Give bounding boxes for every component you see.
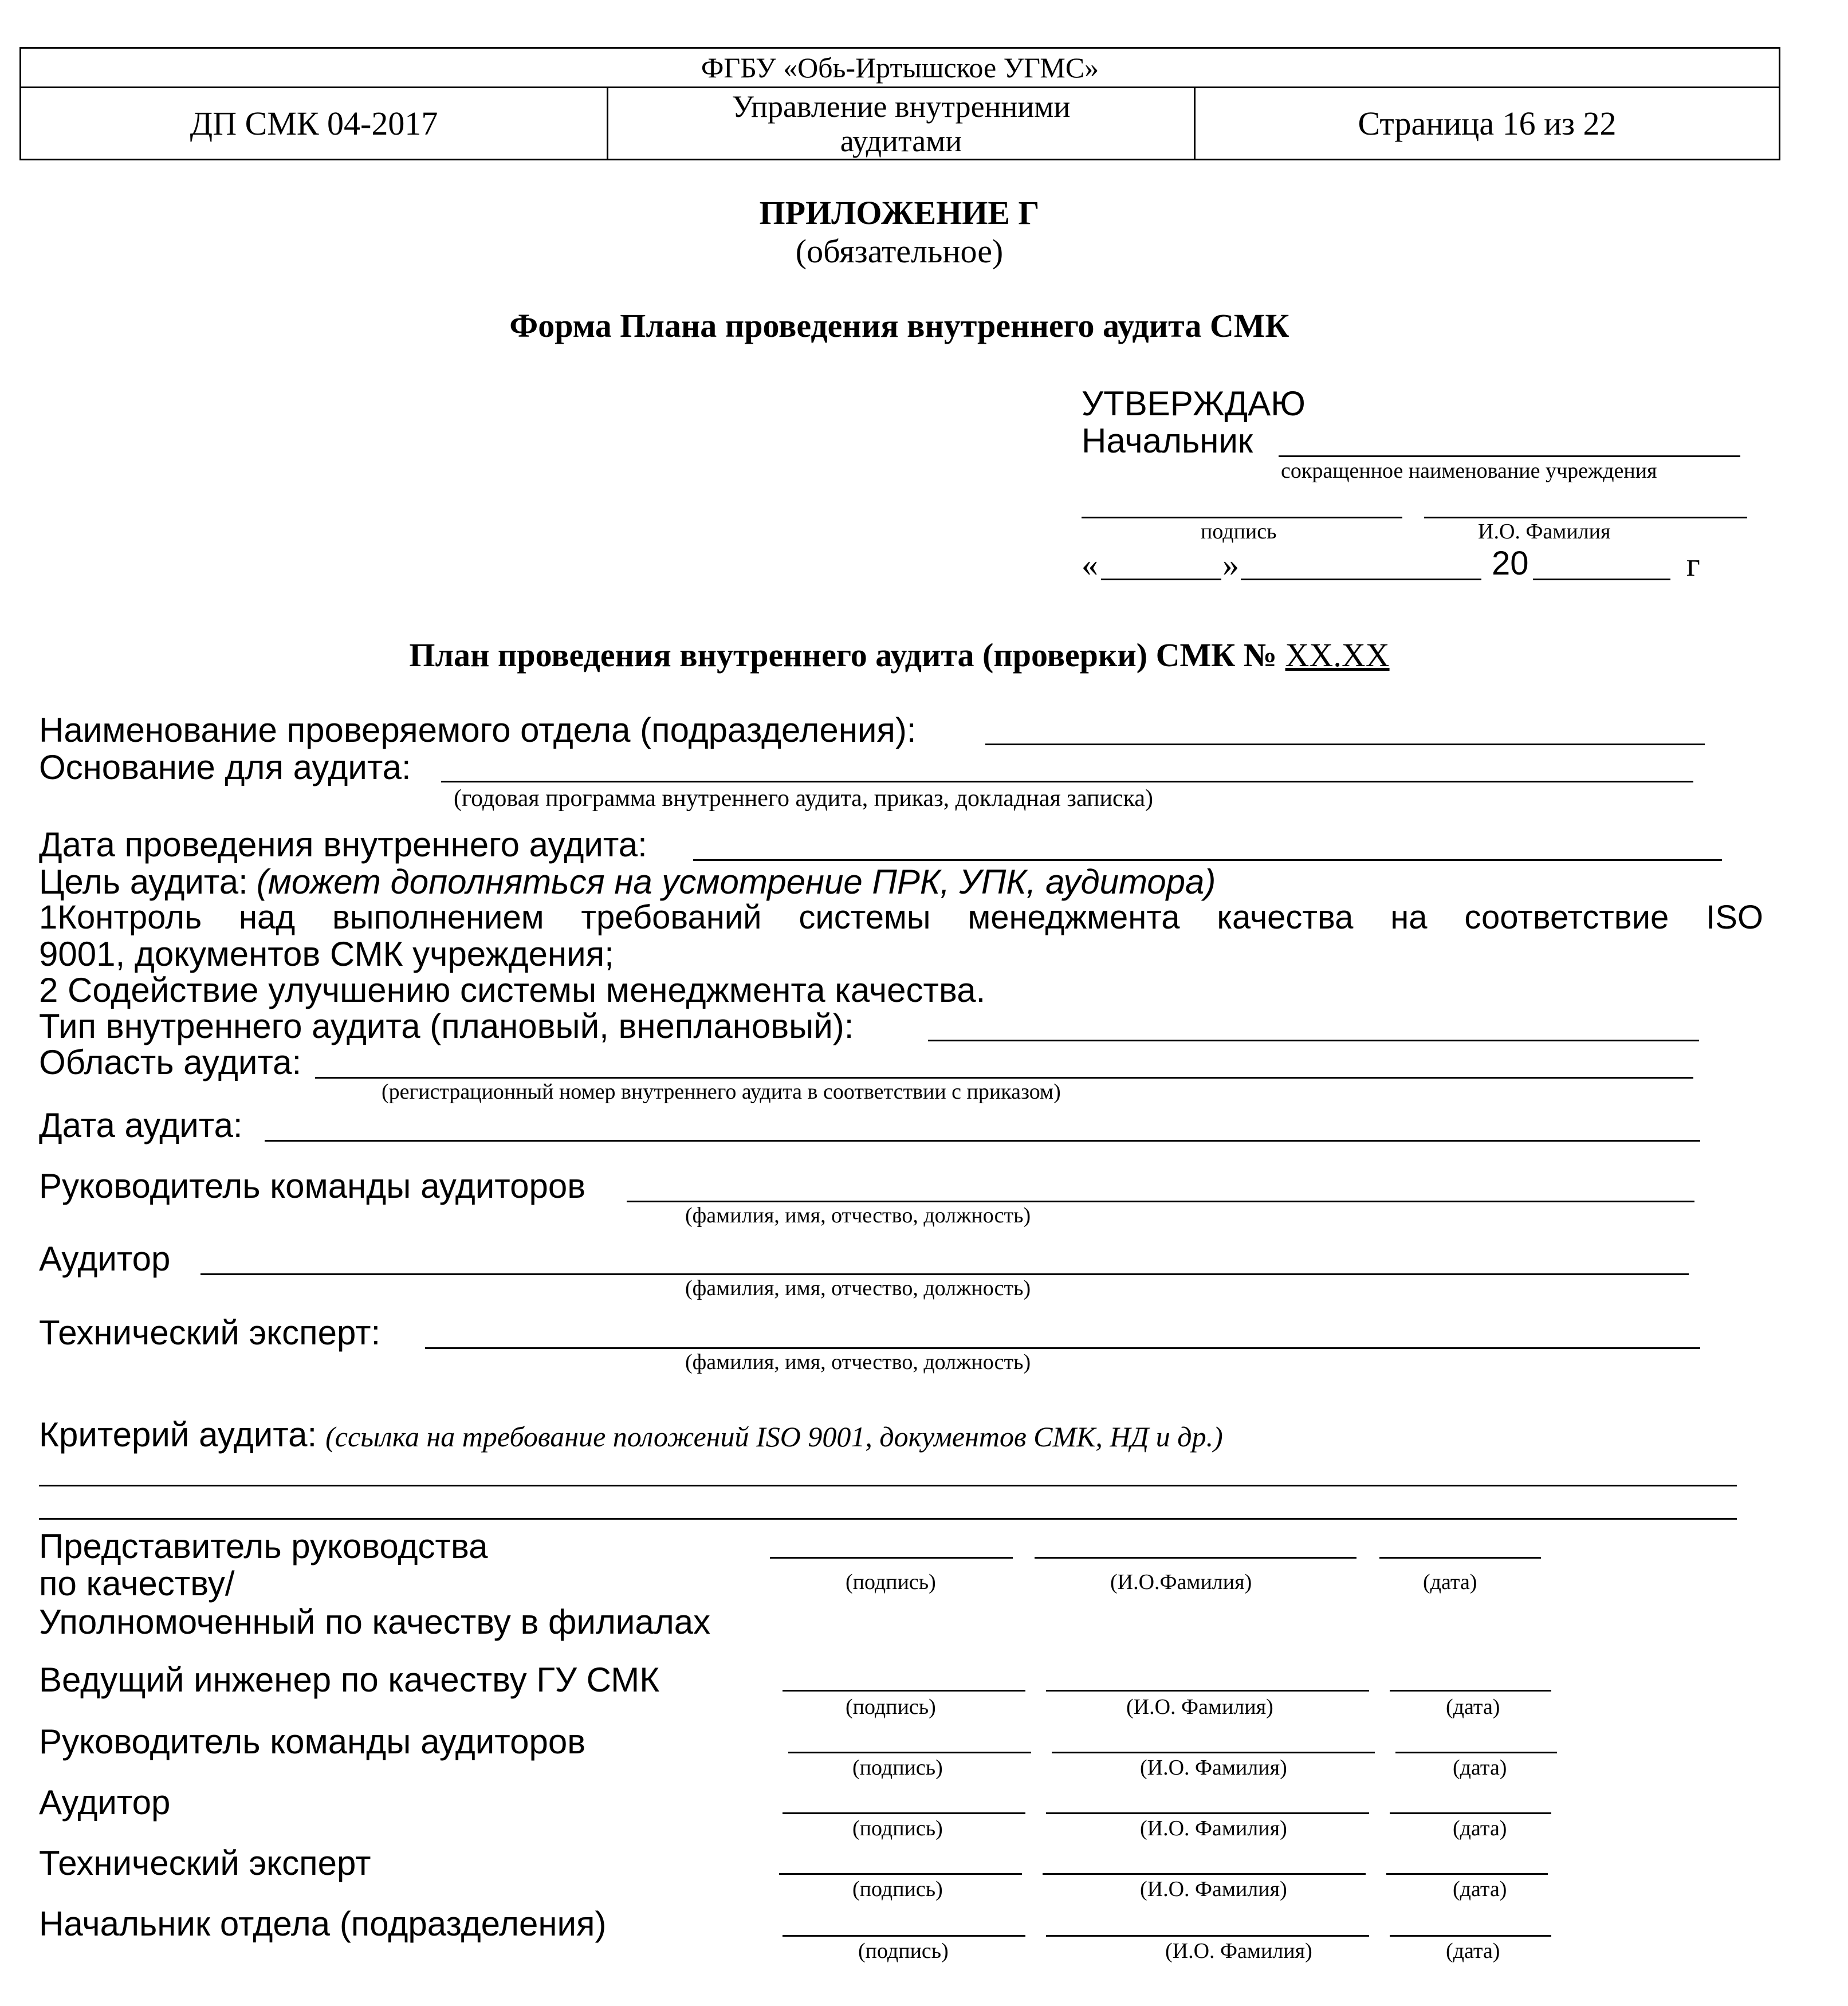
date-field[interactable] xyxy=(693,859,1722,861)
scope-hint: (регистрационный номер внутреннего аудита в соответствии с приказом) xyxy=(382,1080,1061,1104)
date-open-quote: « xyxy=(1082,546,1098,583)
signature-hint: (подпись) xyxy=(846,1695,936,1719)
approval-year-field[interactable] xyxy=(1533,579,1670,580)
scope-field[interactable] xyxy=(315,1077,1693,1079)
type-field[interactable] xyxy=(928,1040,1699,1041)
signature-row-label: Руководитель команды аудиторов xyxy=(39,1722,586,1761)
goal-label: Цель аудита: xyxy=(39,863,248,901)
quality-rep-signature-field[interactable] xyxy=(770,1557,1013,1559)
approval-day-field[interactable] xyxy=(1101,579,1221,580)
expert-hint: (фамилия, имя, отчество, должность) xyxy=(685,1350,1031,1374)
year-suffix: г xyxy=(1686,546,1700,583)
signature-row-label: Ведущий инженер по качеству ГУ СМК xyxy=(39,1661,660,1699)
document-code: ДП СМК 04-2017 xyxy=(21,88,608,159)
signature-row-label: Начальник отдела (подразделения) xyxy=(39,1905,607,1943)
name-hint: (И.О. Фамилия) xyxy=(1126,1695,1273,1719)
form-title: Форма Плана проведения внутреннего аудита СМК xyxy=(509,307,1289,344)
auditor-hint: (фамилия, имя, отчество, должность) xyxy=(685,1276,1031,1300)
org-name-field[interactable] xyxy=(1279,455,1740,457)
goal-1-word: 1Контроль xyxy=(39,899,202,936)
signature-hint: (подпись) xyxy=(852,1756,943,1780)
document-title-line1: Управление внутренними xyxy=(732,89,1071,124)
signature-field[interactable] xyxy=(788,1752,1031,1753)
quality-rep-name-hint: (И.О.Фамилия) xyxy=(1110,1570,1252,1594)
appendix-subtitle: (обязательное) xyxy=(795,233,1004,270)
signature-row-label: Технический эксперт xyxy=(39,1844,371,1882)
date-hint: (дата) xyxy=(1453,1756,1507,1780)
name-hint: (И.О. Фамилия) xyxy=(1165,1939,1312,1963)
quality-rep-label-1: Представитель руководства xyxy=(39,1527,488,1566)
name-field[interactable] xyxy=(1046,1935,1369,1937)
expert-field[interactable] xyxy=(425,1347,1700,1349)
approver-name-hint: И.О. Фамилия xyxy=(1478,520,1611,544)
quality-rep-date-hint: (дата) xyxy=(1423,1570,1477,1594)
audit-date-field[interactable] xyxy=(265,1140,1700,1142)
goal-1-word: над xyxy=(239,899,296,936)
appendix-title: ПРИЛОЖЕНИЕ Г xyxy=(759,194,1040,231)
goal-line xyxy=(39,862,1216,902)
signature-hint: (подпись) xyxy=(852,1816,943,1840)
goal-note: (может дополняться на усмотрение ПРК, УПК, аудитора) xyxy=(256,863,1216,901)
page-number: Страница 16 из 22 xyxy=(1358,104,1617,142)
signature-field[interactable] xyxy=(783,1935,1025,1937)
lead-auditor-label: Руководитель команды аудиторов xyxy=(39,1167,586,1205)
date-label: Дата проведения внутреннего аудита: xyxy=(39,825,647,864)
basis-hint: (годовая программа внутреннего аудита, приказ, докладная записка) xyxy=(454,785,1154,812)
auditor-field[interactable] xyxy=(200,1273,1689,1275)
goal-1-line2: 9001, документов СМК учреждения; xyxy=(39,935,614,973)
criteria-note: (ссылка на требование положений ISO 9001, документов СМК, НД и др.) xyxy=(325,1421,1223,1453)
head-label: Начальник xyxy=(1082,422,1253,460)
approve-label: УТВЕРЖДАЮ xyxy=(1082,384,1306,423)
goal-2: 2 Содействие улучшению системы менеджмента качества. xyxy=(39,971,986,1009)
dept-label: Наименование проверяемого отдела (подразделения): xyxy=(39,711,917,749)
plan-number: XX.XX xyxy=(1285,636,1390,674)
audit-date-label: Дата аудита: xyxy=(39,1106,243,1144)
goal-1-word: требований xyxy=(581,899,762,936)
date-hint: (дата) xyxy=(1446,1939,1500,1963)
criteria-line xyxy=(39,1415,1223,1455)
criteria-label: Критерий аудита: xyxy=(39,1415,317,1454)
signature-hint: (подпись) xyxy=(858,1939,949,1963)
organization-name: ФГБУ «Обь-Иртышское УГМС» xyxy=(21,49,1779,88)
document-title xyxy=(608,88,1196,159)
date-field[interactable] xyxy=(1386,1873,1548,1875)
criteria-field-1[interactable] xyxy=(39,1485,1737,1486)
type-label: Тип внутреннего аудита (плановый, внеплановый): xyxy=(39,1007,854,1045)
date-hint: (дата) xyxy=(1453,1877,1507,1901)
date-field[interactable] xyxy=(1395,1752,1557,1753)
goal-1-word: соответствие xyxy=(1464,899,1669,936)
name-hint: (И.О. Фамилия) xyxy=(1140,1877,1287,1901)
year-prefix: 20 xyxy=(1492,545,1529,582)
approver-name-field[interactable] xyxy=(1424,517,1747,518)
name-field[interactable] xyxy=(1046,1690,1369,1692)
signature-field[interactable] xyxy=(783,1690,1025,1692)
lead-auditor-hint: (фамилия, имя, отчество, должность) xyxy=(685,1203,1031,1228)
goal-1-word: выполнением xyxy=(332,899,544,936)
goal-1-line1 xyxy=(39,898,1763,937)
date-field[interactable] xyxy=(1390,1812,1551,1814)
basis-field[interactable] xyxy=(441,781,1693,782)
document-header-table xyxy=(19,47,1780,160)
quality-rep-date-field[interactable] xyxy=(1379,1557,1541,1559)
date-hint: (дата) xyxy=(1446,1695,1500,1719)
name-hint: (И.О. Фамилия) xyxy=(1140,1816,1287,1840)
plan-title xyxy=(0,636,1799,674)
auditor-label: Аудитор xyxy=(39,1240,171,1278)
basis-label: Основание для аудита: xyxy=(39,748,411,786)
approval-month-field[interactable] xyxy=(1241,579,1481,580)
scope-label: Область аудита: xyxy=(39,1043,302,1081)
goal-1-word: на xyxy=(1390,899,1428,936)
quality-rep-name-field[interactable] xyxy=(1035,1557,1356,1559)
approver-signature-field[interactable] xyxy=(1082,517,1402,518)
name-hint: (И.О. Фамилия) xyxy=(1140,1756,1287,1780)
name-field[interactable] xyxy=(1052,1752,1375,1753)
goal-1-word: менеджмента xyxy=(968,899,1180,936)
criteria-field-2[interactable] xyxy=(39,1518,1737,1520)
date-field[interactable] xyxy=(1390,1690,1551,1692)
plan-title-text: План проведения внутреннего аудита (проверки) СМК № xyxy=(409,636,1285,674)
approver-signature-hint: подпись xyxy=(1201,520,1277,544)
expert-label: Технический эксперт: xyxy=(39,1313,381,1352)
goal-1-word: системы xyxy=(799,899,931,936)
lead-auditor-field[interactable] xyxy=(627,1201,1694,1202)
name-field[interactable] xyxy=(1043,1873,1366,1875)
date-hint: (дата) xyxy=(1453,1816,1507,1840)
date-field[interactable] xyxy=(1390,1935,1551,1937)
signature-field[interactable] xyxy=(779,1873,1022,1875)
signature-field[interactable] xyxy=(783,1812,1025,1814)
quality-rep-label-2: по качеству/ xyxy=(39,1564,235,1603)
quality-rep-signature-hint: (подпись) xyxy=(846,1570,936,1594)
quality-rep-label-3: Уполномоченный по качеству в филиалах xyxy=(39,1603,711,1641)
signature-row-label: Аудитор xyxy=(39,1783,171,1822)
date-close-quote: » xyxy=(1222,546,1239,583)
org-name-hint: сокращенное наименование учреждения xyxy=(1281,459,1657,483)
name-field[interactable] xyxy=(1046,1812,1369,1814)
dept-field[interactable] xyxy=(985,744,1705,745)
goal-1-word: качества xyxy=(1217,899,1354,936)
goal-1-word: ISO xyxy=(1706,899,1764,936)
document-title-line2: аудитами xyxy=(840,123,962,158)
signature-hint: (подпись) xyxy=(852,1877,943,1901)
